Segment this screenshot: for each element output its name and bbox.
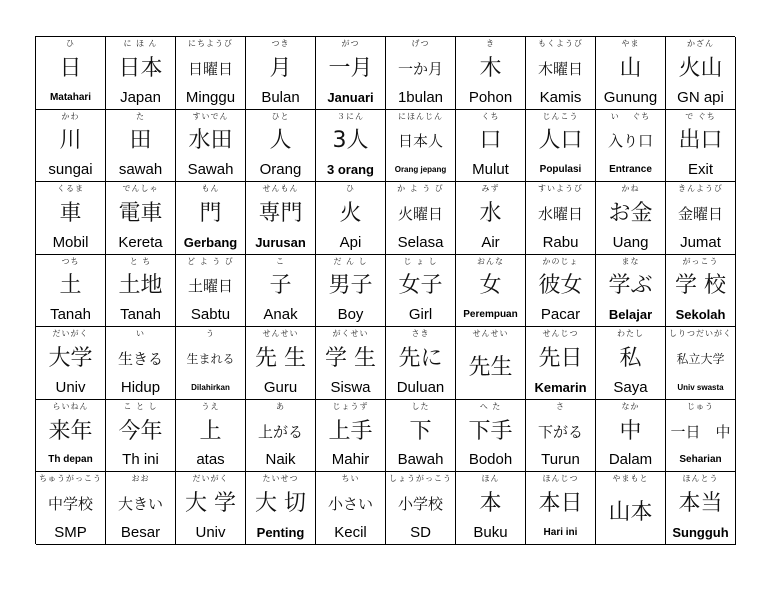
vocab-cell <box>666 182 736 255</box>
vocab-cell <box>316 400 386 473</box>
furigana-reading: がつ <box>341 39 360 48</box>
vocab-cell <box>596 182 666 255</box>
furigana-reading: うえ <box>201 401 220 411</box>
kanji-word: 大きい <box>117 495 163 514</box>
vocab-cell <box>246 182 316 255</box>
furigana-reading: かざん <box>687 39 714 48</box>
furigana-reading: せんじつ <box>542 329 579 339</box>
kanji-word: 人口 <box>538 128 583 154</box>
kanji-word: 土曜日 <box>187 277 233 296</box>
kanji-word: 水曜日 <box>537 204 583 223</box>
kanji-word: 車 <box>59 200 82 226</box>
furigana-reading: らいねん <box>52 401 89 411</box>
kanji-word: 私 <box>619 346 642 372</box>
vocab-cell <box>316 327 386 400</box>
vocab-cell <box>456 110 526 183</box>
indonesian-meaning: Populasi <box>539 164 582 176</box>
kanji-word: 生きる <box>117 350 163 369</box>
indonesian-meaning: Univ <box>55 378 86 396</box>
kanji-word: 山本 <box>608 499 653 525</box>
furigana-reading: わたし <box>617 329 644 339</box>
vocab-cell <box>596 255 666 328</box>
indonesian-meaning: Boy <box>337 306 364 324</box>
furigana-reading: かね <box>621 184 640 194</box>
kanji-word: 専門 <box>258 200 303 226</box>
furigana-reading: に ほ ん <box>123 39 158 48</box>
furigana-reading: た <box>136 111 145 121</box>
vocab-cell <box>36 37 106 110</box>
kanji-word: 火曜日 <box>397 204 443 223</box>
indonesian-meaning: SMP <box>54 523 87 541</box>
furigana-reading: じゅう <box>687 401 714 411</box>
indonesian-meaning: Anak <box>263 306 298 324</box>
furigana-reading: さ <box>556 401 565 411</box>
kanji-word: 彼女 <box>538 273 583 299</box>
furigana-reading: した <box>411 401 430 411</box>
furigana-reading: すいでん <box>192 111 229 121</box>
indonesian-meaning: Japan <box>120 88 161 106</box>
indonesian-meaning: Siswa <box>330 378 371 396</box>
kanji-word: 下手 <box>468 418 513 444</box>
kanji-word: 生まれる <box>186 352 235 367</box>
furigana-reading: せんもん <box>262 184 299 194</box>
furigana-reading: だ ん し <box>333 256 368 266</box>
vocab-cell <box>596 110 666 183</box>
indonesian-meaning: Univ swasta <box>677 382 724 392</box>
vocab-cell <box>526 327 596 400</box>
vocab-cell <box>386 472 456 545</box>
furigana-reading: ３にん <box>337 111 364 121</box>
indonesian-meaning: 1bulan <box>397 88 444 106</box>
indonesian-meaning: Besar <box>120 523 161 541</box>
furigana-reading: だいがく <box>52 329 89 339</box>
kanji-word: 上がる <box>257 422 303 441</box>
kanji-word: お金 <box>608 200 653 226</box>
furigana-reading: せんせい <box>262 329 299 339</box>
indonesian-meaning: Kereta <box>118 233 163 251</box>
furigana-reading: あ <box>276 401 285 411</box>
indonesian-meaning: Tanah <box>50 306 91 324</box>
kanji-word: 小さい <box>327 495 373 514</box>
kanji-word: 先に <box>398 346 443 372</box>
kanji-word: 先生 <box>468 354 513 380</box>
vocab-cell <box>456 472 526 545</box>
vocab-cell <box>666 37 736 110</box>
furigana-reading: がっこう <box>682 256 719 266</box>
indonesian-meaning: Guru <box>263 378 298 396</box>
vocab-cell <box>666 110 736 183</box>
vocab-cell <box>316 110 386 183</box>
furigana-reading: たいせつ <box>262 474 299 484</box>
kanji-word: 人 <box>269 128 292 154</box>
indonesian-meaning: Pohon <box>468 88 513 106</box>
indonesian-meaning: Perempuan <box>463 309 518 321</box>
furigana-reading: くち <box>481 111 500 121</box>
vocab-cell <box>386 255 456 328</box>
furigana-reading: か よ う び <box>397 184 444 194</box>
kanji-word: 水 <box>479 200 502 226</box>
furigana-reading: げつ <box>411 39 430 48</box>
indonesian-meaning: Jumat <box>680 233 721 251</box>
furigana-reading: う <box>206 329 215 339</box>
indonesian-meaning: Duluan <box>396 378 445 396</box>
vocab-cell <box>316 472 386 545</box>
kanji-word: 土 <box>59 273 82 299</box>
vocab-cell <box>526 110 596 183</box>
indonesian-meaning: Orang jepang <box>394 165 447 175</box>
vocab-cell <box>36 182 106 255</box>
indonesian-meaning: Bawah <box>397 451 444 469</box>
kanji-word: 学 校 <box>675 273 726 299</box>
indonesian-meaning: Selasa <box>397 233 444 251</box>
indonesian-meaning: Kecil <box>334 523 367 541</box>
furigana-reading: じんこう <box>542 111 579 121</box>
vocab-cell <box>456 182 526 255</box>
kanji-word: 火 <box>339 200 362 226</box>
vocab-cell <box>36 327 106 400</box>
kanji-word: 山 <box>619 55 642 81</box>
vocab-cell <box>106 255 176 328</box>
furigana-reading: ひ <box>66 39 75 48</box>
indonesian-meaning: Rabu <box>542 233 579 251</box>
indonesian-meaning: Bodoh <box>468 451 513 469</box>
vocab-cell <box>386 400 456 473</box>
vocab-cell <box>176 327 246 400</box>
furigana-reading: にほんじん <box>398 111 443 121</box>
vocab-cell <box>666 327 736 400</box>
furigana-reading: みず <box>481 184 500 194</box>
vocab-cell <box>176 255 246 328</box>
indonesian-meaning: Th depan <box>48 454 93 466</box>
kanji-word: 日曜日 <box>187 59 233 78</box>
furigana-reading: ほんじつ <box>542 474 579 484</box>
kanji-word: 日本人 <box>397 132 443 151</box>
indonesian-meaning: Uang <box>612 233 649 251</box>
indonesian-meaning: Exit <box>687 161 713 179</box>
vocab-cell <box>176 472 246 545</box>
indonesian-meaning: Gunung <box>603 88 658 106</box>
kanji-word: 金曜日 <box>677 204 723 223</box>
indonesian-meaning: Jurusan <box>255 234 306 250</box>
vocab-cell <box>456 255 526 328</box>
kanji-word: 日本 <box>118 55 163 81</box>
indonesian-meaning: Mobil <box>52 233 89 251</box>
kanji-word: 女 <box>479 273 502 299</box>
indonesian-meaning: Turun <box>541 451 580 469</box>
vocab-cell <box>106 37 176 110</box>
vocab-cell <box>526 37 596 110</box>
vocab-cell <box>386 37 456 110</box>
vocab-cell <box>316 182 386 255</box>
furigana-reading: せんせい <box>472 329 509 339</box>
vocab-cell <box>36 110 106 183</box>
indonesian-meaning: 3 orang <box>327 162 374 178</box>
vocab-cell <box>106 472 176 545</box>
furigana-reading: こ <box>276 256 285 266</box>
vocab-cell <box>456 327 526 400</box>
furigana-reading: ど よ う び <box>187 256 234 266</box>
vocab-cell <box>176 110 246 183</box>
vocab-cell <box>456 400 526 473</box>
vocab-cell <box>596 400 666 473</box>
kanji-word: 来年 <box>48 418 93 444</box>
kanji-word: 火山 <box>678 55 723 81</box>
vocab-cell <box>106 110 176 183</box>
furigana-reading: ひと <box>271 111 290 121</box>
vocab-cell <box>36 255 106 328</box>
indonesian-meaning: sungai <box>48 161 93 179</box>
kanji-word: 女子 <box>398 273 443 299</box>
indonesian-meaning: Dalam <box>608 451 653 469</box>
vocab-cell <box>666 472 736 545</box>
furigana-reading: おお <box>131 474 150 484</box>
furigana-reading: おんな <box>477 256 504 266</box>
indonesian-meaning: Sungguh <box>672 524 729 540</box>
kanji-word: 電車 <box>118 200 163 226</box>
indonesian-meaning: Entrance <box>609 164 652 176</box>
indonesian-meaning: GN api <box>677 88 724 106</box>
indonesian-meaning: atas <box>196 451 225 469</box>
indonesian-meaning: Pacar <box>540 306 581 324</box>
furigana-reading: やま <box>621 39 640 48</box>
kanji-word: 本日 <box>538 491 583 517</box>
kanji-word: 一か月 <box>397 59 443 78</box>
indonesian-meaning: Hidup <box>120 378 161 396</box>
furigana-reading: もん <box>201 184 220 194</box>
kanji-word: 大 切 <box>255 491 306 517</box>
vocab-cell <box>596 472 666 545</box>
furigana-reading: つき <box>271 39 290 48</box>
furigana-reading: がくせい <box>332 329 369 339</box>
furigana-reading: ひ <box>346 184 355 194</box>
vocab-cell <box>36 400 106 473</box>
vocab-cell <box>106 182 176 255</box>
furigana-reading: さき <box>411 329 430 339</box>
indonesian-meaning: Tanah <box>120 306 161 324</box>
kanji-word: 大 学 <box>185 491 236 517</box>
kanji-word: 先日 <box>538 346 583 372</box>
indonesian-meaning: Kemarin <box>534 379 587 395</box>
furigana-reading: で ぐち <box>685 111 716 121</box>
kanji-word: 木曜日 <box>537 59 583 78</box>
kanji-word: 下がる <box>537 422 583 441</box>
furigana-reading: かのじょ <box>542 256 579 266</box>
indonesian-meaning: Minggu <box>185 88 236 106</box>
indonesian-meaning: Januari <box>327 89 374 105</box>
vocab-cell <box>106 400 176 473</box>
indonesian-meaning: Univ <box>195 523 226 541</box>
kanji-word: 学 生 <box>325 346 376 372</box>
vocab-cell <box>176 182 246 255</box>
furigana-reading: ちゅうがっこう <box>39 474 102 484</box>
indonesian-meaning: sawah <box>118 161 163 179</box>
indonesian-meaning: Gerbang <box>183 234 238 250</box>
vocab-cell <box>596 327 666 400</box>
vocab-cell <box>316 255 386 328</box>
kanji-word: 小学校 <box>397 495 443 514</box>
vocab-cell <box>106 327 176 400</box>
indonesian-meaning: Hari ini <box>543 526 578 538</box>
vocab-cell <box>386 327 456 400</box>
indonesian-meaning: Mulut <box>472 161 509 179</box>
furigana-reading: くるま <box>57 184 84 194</box>
vocab-cell <box>666 400 736 473</box>
furigana-reading: ほんとう <box>682 474 719 484</box>
furigana-reading: と ち <box>129 256 152 266</box>
indonesian-meaning: Dilahirkan <box>191 382 230 392</box>
kanji-word: 中 <box>619 418 642 444</box>
kanji-word: 先 生 <box>255 346 306 372</box>
indonesian-meaning: Mahir <box>331 451 370 469</box>
furigana-reading: しょうがっこう <box>389 474 452 484</box>
furigana-reading: きんようび <box>678 184 723 194</box>
kanji-word: 木 <box>479 55 502 81</box>
kanji-word: 子 <box>269 273 292 299</box>
furigana-reading: もくようび <box>538 39 583 48</box>
kanji-word: 上 <box>199 418 222 444</box>
kanji-vocabulary-table <box>35 36 735 544</box>
indonesian-meaning: Buku <box>473 523 508 541</box>
kanji-word: 一月 <box>328 55 373 81</box>
vocab-cell <box>456 37 526 110</box>
vocab-cell <box>246 37 316 110</box>
vocab-cell <box>176 37 246 110</box>
furigana-reading: こ と し <box>123 401 158 411</box>
indonesian-meaning: Girl <box>408 306 433 324</box>
indonesian-meaning: Sabtu <box>190 306 231 324</box>
kanji-word: 下 <box>409 418 432 444</box>
kanji-word: 上手 <box>328 418 373 444</box>
vocab-cell <box>246 400 316 473</box>
furigana-reading: まな <box>621 256 640 266</box>
kanji-word: 私立大学 <box>676 352 725 367</box>
indonesian-meaning: Bulan <box>261 88 300 106</box>
kanji-word: 入り口 <box>607 132 653 151</box>
furigana-reading: き <box>486 39 495 48</box>
vocab-cell <box>246 255 316 328</box>
kanji-word: 川 <box>59 128 82 154</box>
kanji-word: 日 <box>59 55 82 81</box>
kanji-word: 大学 <box>48 346 93 372</box>
indonesian-meaning: Api <box>339 233 362 251</box>
furigana-reading: ちい <box>341 474 360 484</box>
furigana-reading: じ ょ し <box>403 256 438 266</box>
indonesian-meaning: Saya <box>613 378 648 396</box>
furigana-reading: しりつだいがく <box>669 329 732 339</box>
furigana-reading: い <box>136 329 145 339</box>
indonesian-meaning: Matahari <box>49 91 92 103</box>
kanji-word: 土地 <box>118 273 163 299</box>
furigana-reading: い ぐち <box>610 111 651 121</box>
furigana-reading: だいがく <box>192 474 229 484</box>
furigana-reading: にちようび <box>188 39 233 48</box>
indonesian-meaning: SD <box>410 523 431 541</box>
kanji-word: 学ぶ <box>608 273 653 299</box>
furigana-reading: なか <box>621 401 640 411</box>
indonesian-meaning: Kamis <box>539 88 582 106</box>
furigana-reading: かわ <box>61 111 80 121</box>
furigana-reading: ほん <box>481 474 500 484</box>
kanji-word: 本 <box>479 491 502 517</box>
kanji-word: 今年 <box>118 418 163 444</box>
kanji-word: 水田 <box>188 128 233 154</box>
furigana-reading: へ た <box>479 401 502 411</box>
kanji-word: 口 <box>479 128 502 154</box>
furigana-reading: じょうず <box>332 401 369 411</box>
kanji-word: 本当 <box>678 491 723 517</box>
kanji-word: 出口 <box>678 128 723 154</box>
vocab-cell <box>316 37 386 110</box>
vocab-cell <box>386 110 456 183</box>
vocab-cell <box>246 110 316 183</box>
vocab-cell <box>596 37 666 110</box>
vocab-cell <box>666 255 736 328</box>
vocab-cell <box>246 327 316 400</box>
furigana-reading: でんしゃ <box>122 184 159 194</box>
indonesian-meaning: Sawah <box>187 161 234 179</box>
indonesian-meaning: Orang <box>259 161 302 179</box>
indonesian-meaning: Th ini <box>122 451 159 469</box>
vocab-cell <box>246 472 316 545</box>
kanji-word: 田 <box>129 128 152 154</box>
vocab-cell <box>526 255 596 328</box>
vocab-cell <box>526 400 596 473</box>
furigana-reading: つち <box>61 256 80 266</box>
indonesian-meaning: Air <box>481 233 500 251</box>
indonesian-meaning: Penting <box>256 524 305 540</box>
kanji-word: 一日 中 <box>670 422 731 441</box>
indonesian-meaning: Naik <box>265 451 296 469</box>
furigana-reading: すいようび <box>538 184 583 194</box>
furigana-reading: やまもと <box>612 474 649 484</box>
kanji-word: 門 <box>199 200 222 226</box>
vocab-cell <box>526 472 596 545</box>
indonesian-meaning: Belajar <box>608 307 653 323</box>
kanji-word: 男子 <box>328 273 373 299</box>
vocab-cell <box>526 182 596 255</box>
vocab-cell <box>176 400 246 473</box>
kanji-word: 月 <box>269 55 292 81</box>
indonesian-meaning: Sekolah <box>675 307 726 323</box>
kanji-word: 中学校 <box>47 495 93 514</box>
vocab-cell <box>386 182 456 255</box>
vocab-cell <box>36 472 106 545</box>
indonesian-meaning: Seharian <box>679 454 722 466</box>
kanji-word: 3人 <box>332 128 369 154</box>
